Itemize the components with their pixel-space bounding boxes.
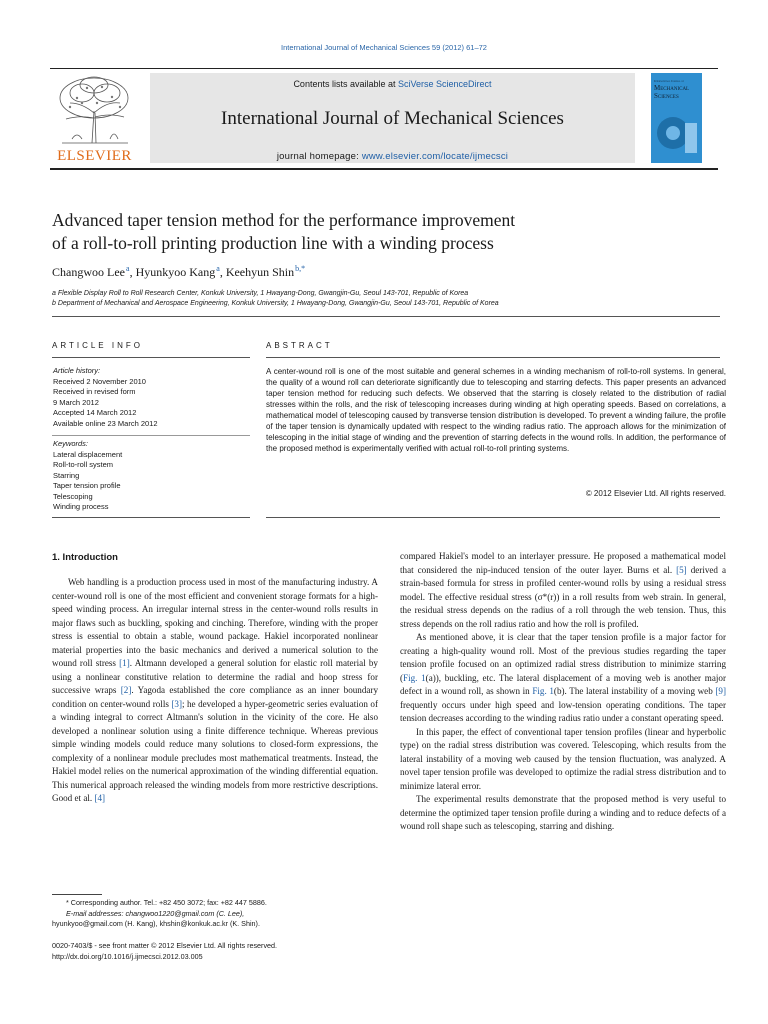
author-name: Keehyun Shin bbox=[225, 265, 295, 279]
keyword-item: Roll-to-roll system bbox=[53, 460, 114, 469]
homepage-prefix: journal homepage: bbox=[276, 151, 362, 162]
history-item: Received in revised form bbox=[53, 387, 136, 396]
body-paragraph: The experimental results demonstrate that the proposed method is very useful to determine the optimized taper tension profile during a winding and to reduce defects of a wound roll shape such as telescoping, starring and dishing. bbox=[400, 794, 726, 831]
abstract-text: A center-wound roll is one of the most suitable and general schemes in a winding mechanism of roll-to-roll systems. In general, the quality of a wound roll can deteriorate significantly due to telescoping and starring defects. This paper presents an advanced taper tension method for reducing such defects. We observed that the starring is closely related to the distribution of radial stresses within the rolls, and the risk of telescoping increases during winding at high operating speeds. Based on correlations, a mathematical model of telescoping caused by transverse tension distribution is developed. To prevent a winding failure, the profile of the taper tension is dynamically updated with respect to the winding radius ratio. The approach allows for the minimization of telescoping in the initial stage of winding and the prevention of starring defects in the wound rolls. In addition, the performance of the proposed method is experimentally verified with actual roll-to-roll printing systems. bbox=[266, 367, 726, 453]
issn-line: 0020-7403/$ - see front matter © 2012 Elsevier Ltd. All rights reserved. bbox=[52, 941, 278, 950]
article-history bbox=[53, 366, 251, 429]
text-run: As mentioned above, it is clear that the taper tension profile is a major factor for creating a high-quality wound roll. Most of the previous studies regarding the taper tension profile focused on an optimized radial stress distribution to minimize starring ( bbox=[400, 632, 726, 683]
cover-title-line3: Sciences bbox=[654, 92, 679, 100]
citation-link[interactable]: [9] bbox=[715, 686, 726, 696]
corresponding-author-footnote bbox=[52, 898, 382, 930]
figure-panel-label: (b) bbox=[553, 686, 565, 696]
email-line[interactable]: hyunkyoo@gmail.com (H. Kang), khshin@konkuk.ac.kr (K. Shin). bbox=[52, 919, 260, 928]
keyword-item: Telescoping bbox=[53, 491, 93, 501]
citation-link[interactable]: [3] bbox=[171, 698, 182, 709]
cover-title bbox=[654, 79, 699, 100]
affiliation-a: a Flexible Display Roll to Roll Research Center, Konkuk University, 1 Hwayang-Dong, Gwangjin-Gu, Seoul 143-701, Republic of Korea bbox=[52, 290, 469, 297]
article-info-rule bbox=[52, 357, 250, 358]
article-info-heading: ARTICLE INFO bbox=[52, 341, 143, 350]
text-run: frequently occurs under high speed and low-tension operating conditions. The taper tension decreases according to the winding radius ratio under a constant operating speed. bbox=[400, 699, 726, 723]
section-heading-introduction: 1. Introduction bbox=[52, 552, 118, 563]
text-run: compared Hakiel's model to an interlayer pressure. He proposed a mathematical model that considered the nip-induced tension of the outer layer. Burns et al. bbox=[400, 551, 726, 575]
citation-link[interactable]: [5] bbox=[676, 564, 687, 575]
keywords-rule bbox=[52, 435, 250, 436]
body-column-left bbox=[52, 576, 378, 806]
email-line[interactable]: E-mail addresses: changwoo1220@gmail.com (C. Lee), bbox=[66, 908, 245, 918]
header-rule-top bbox=[50, 68, 718, 69]
keyword-item: Taper tension profile bbox=[53, 481, 121, 490]
journal-title: International Journal of Mechanical Sciences bbox=[221, 108, 564, 129]
body-paragraph bbox=[52, 576, 378, 806]
corresponding-author-line: * Corresponding author. Tel.: +82 450 3072; fax: +82 447 5886. bbox=[66, 898, 267, 907]
text-run: derived a strain-based formula for stress in profiled center-wound rolls by using a residual stress model. The effective residual stress (σ*(r)) in a roll results from web strain. In general, the residual stress depends on the radius of a roll through the web tension. Thus, this stress depends on the roll radius ratio and how the roll is profiled. bbox=[400, 564, 726, 629]
doi-link[interactable]: http://dx.doi.org/10.1016/j.ijmecsci.2012.03.005 bbox=[52, 951, 203, 961]
author-affiliation-mark[interactable]: b,* bbox=[295, 264, 306, 273]
figure-panel-label: (a) bbox=[425, 672, 436, 683]
text-run: . The lateral instability of a moving web bbox=[564, 686, 716, 696]
body-paragraph bbox=[400, 631, 726, 726]
abstract-rule bbox=[266, 357, 720, 358]
article-title-line1: Advanced taper tension method for the performance improvement bbox=[52, 210, 516, 230]
history-item: 9 March 2012 bbox=[53, 397, 99, 407]
keywords-label: Keywords: bbox=[53, 439, 89, 448]
cover-title-line1: International Journal of bbox=[654, 79, 684, 83]
header-rule-bottom bbox=[50, 168, 718, 170]
history-label: Article history: bbox=[53, 366, 101, 375]
text-run: ; he developed a hyper-geometric series evaluation of a winding integral to correct Altmann's solution in the vicinity of the core. He also developed a nonlinear solution using a finite difference technique. Whereas previous simple winding models could reduce many solutions to closed-form expressions, the complexity of a nonlinear module precludes most mathematical treatments. Instead, the Hakiel model relies on the numerical approximation of the winding differential equation. This numerical approach released the winding models from more restrictive descriptions. Good et al. bbox=[52, 698, 378, 803]
citation-link[interactable]: [4] bbox=[94, 793, 106, 803]
text-run: Web handling is a production process used in most of the manufacturing industry. A center-wound roll is one of the most efficient and convenient storage formats for a high-speed winding process. An irregular internal stress in the center-wound rolls results in major flaws such as buckling, spoking and cinching. Therefore, winding with the proper stress is essential to obtain a stable, wound package. Hakiel incorporated nonlinear material properties into the basic mechanics and derived a numerical solution to the wound roll stress bbox=[52, 577, 378, 668]
author-affiliation-mark[interactable]: a bbox=[216, 264, 220, 273]
body-paragraph bbox=[400, 550, 726, 631]
body-paragraph: In this paper, the effect of conventional taper tension profiles (linear and hyperbolic type) on the radial stress distribution was covered. Telescoping, which results from the lateral instability of a moving web caused by the tension fluctuation, was analyzed. A novel taper tension profile was developed to optimize the radial stress distribution and to minimize lateral error. bbox=[400, 726, 726, 791]
footnote-rule bbox=[52, 894, 102, 895]
author-name: Changwoo Lee bbox=[52, 265, 125, 279]
affiliation-rule bbox=[52, 316, 720, 317]
journal-reference[interactable]: International Journal of Mechanical Sciences 59 (2012) 61–72 bbox=[281, 43, 487, 52]
history-item: Accepted 14 March 2012 bbox=[53, 408, 137, 417]
keywords-block bbox=[53, 439, 251, 513]
affiliation-b: b Department of Mechanical and Aerospace Engineering, Konkuk University, 1 Hwayang-Dong, Gwangjin-Gu, Seoul 143-701, Republic of Korea bbox=[52, 300, 499, 307]
article-title-line2: of a roll-to-roll printing production line with a winding process bbox=[52, 233, 494, 253]
author-list: Changwoo Lee $^a$, Hyunkyoo Kang $^a$, Keehyun Shin $^{b,*}$ bbox=[52, 264, 306, 279]
copyright-notice: © 2012 Elsevier Ltd. All rights reserved. bbox=[585, 489, 726, 498]
abstract-heading: ABSTRACT bbox=[266, 341, 333, 350]
body-column-right bbox=[400, 550, 726, 834]
abstract-end-rule bbox=[266, 517, 720, 518]
front-matter-block bbox=[52, 941, 382, 962]
homepage-line bbox=[150, 151, 635, 162]
keyword-item: Winding process bbox=[53, 502, 109, 511]
sciencedirect-link[interactable]: SciVerse ScienceDirect bbox=[398, 79, 492, 89]
tree-icon bbox=[52, 73, 137, 145]
figure-link[interactable]: Fig. 1 bbox=[403, 672, 426, 683]
citation-link[interactable]: [1] bbox=[119, 658, 130, 668]
article-info-end-rule bbox=[52, 517, 250, 518]
figure-link[interactable]: Fig. 1 bbox=[532, 686, 554, 696]
text-run: ), buckling, etc. The lateral displacement of a moving web is another major defect in a wound roll, as shown in bbox=[400, 672, 726, 696]
journal-cover-thumbnail bbox=[651, 73, 702, 163]
text-run: . Yagoda established the core compliance as an inner boundary condition on center-wound rolls bbox=[52, 685, 378, 709]
homepage-link[interactable]: www.elsevier.com/locate/ijmecsci bbox=[361, 151, 509, 162]
contents-line bbox=[150, 79, 635, 89]
author-name: Hyunkyoo Kang bbox=[135, 265, 216, 279]
keyword-item: Starring bbox=[53, 470, 80, 480]
cover-graphic-icon bbox=[655, 113, 699, 157]
keyword-item: Lateral displacement bbox=[53, 449, 123, 459]
history-item: Available online 23 March 2012 bbox=[53, 418, 158, 428]
contents-prefix: Contents lists available at bbox=[293, 79, 398, 89]
publisher-name: ELSEVIER bbox=[57, 148, 132, 164]
text-run: . Altmann developed a general solution for elastic roll material by using a nonlinear constitutive relation to determine the radial and hoop stress for successive wraps bbox=[52, 658, 378, 695]
cover-title-line2: Mechanical bbox=[654, 84, 690, 92]
author-affiliation-mark[interactable]: a bbox=[126, 264, 130, 273]
article-title bbox=[52, 209, 712, 255]
history-item: Received 2 November 2010 bbox=[53, 376, 146, 386]
citation-link[interactable]: [2] bbox=[120, 685, 132, 695]
